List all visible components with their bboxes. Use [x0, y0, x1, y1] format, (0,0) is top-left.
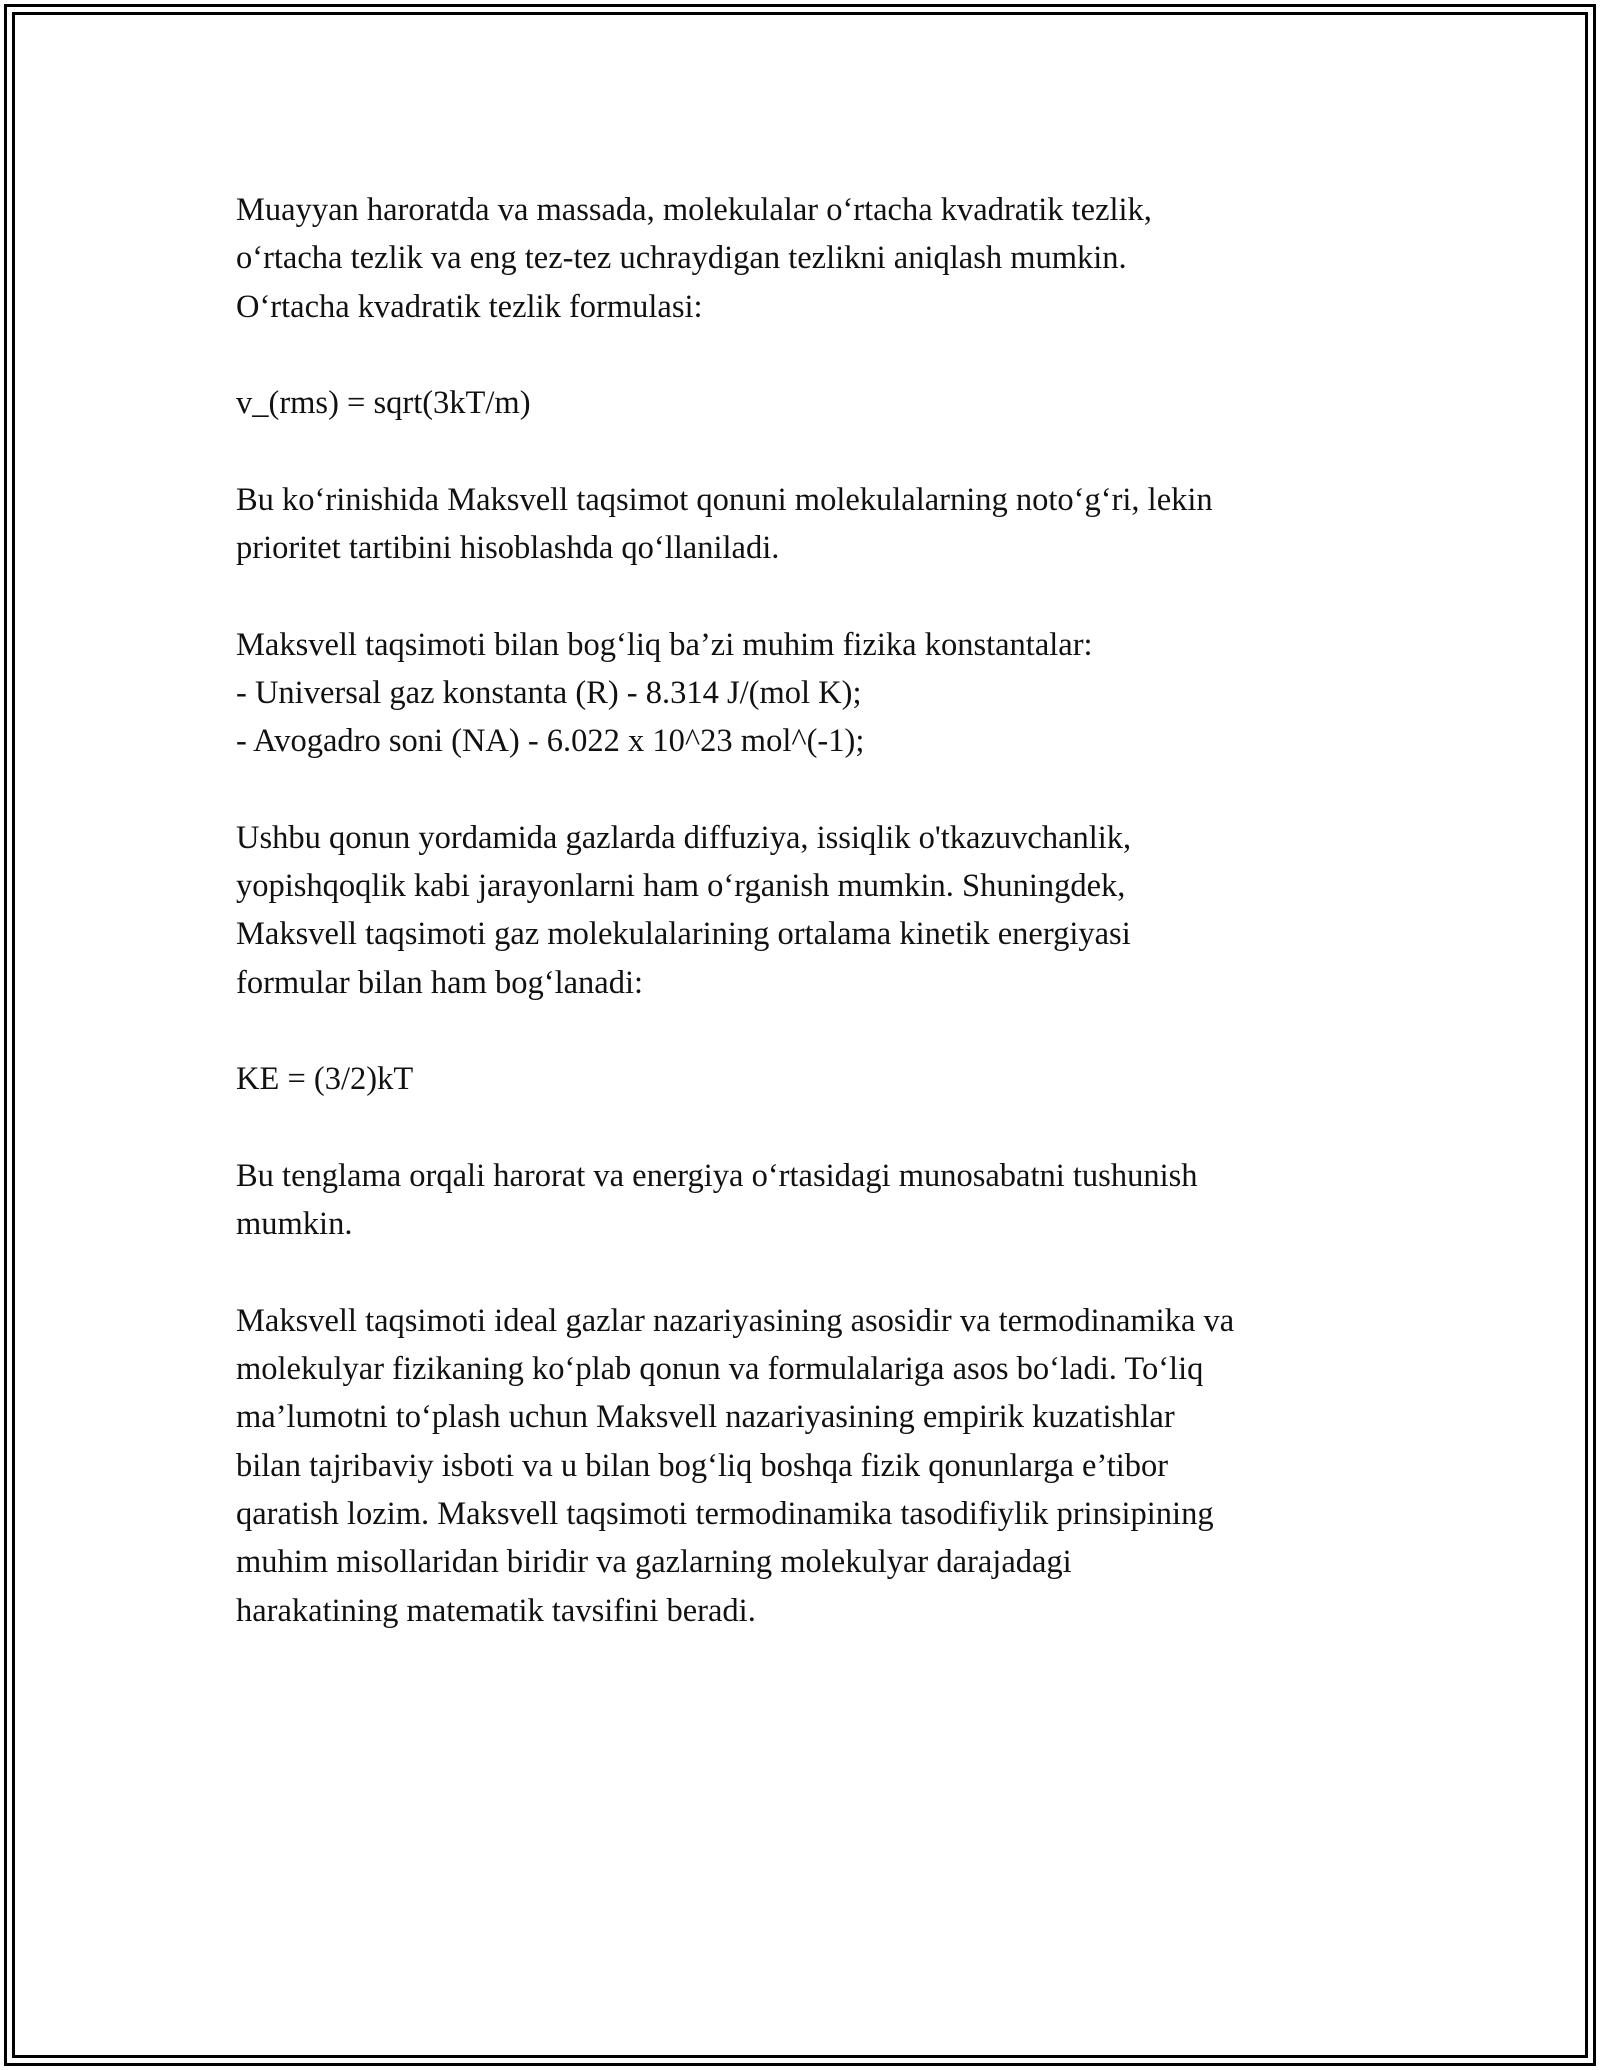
paragraph-conclusion [236, 1297, 1376, 1635]
text-line: Bu tenglama orqali harorat va energiya o‘rtasidagi munosabatni tushunish [236, 1157, 1198, 1194]
text-line: Maksvell taqsimoti bilan bog‘liq ba’zi muhim fizika konstantalar: [236, 626, 1093, 663]
text-line: KE = (3/2)kT [236, 1061, 414, 1098]
text-line: mumkin. [236, 1206, 353, 1243]
text-line: ma’lumotni to‘plash uchun Maksvell nazariyasining empirik kuzatishlar [236, 1399, 1175, 1436]
formula-rms-speed [236, 379, 1376, 427]
list-item: - Avogadro soni (NA) - 6.022 x 10^23 mol^(-1); [236, 723, 865, 760]
formula-kinetic-energy [236, 1055, 1376, 1103]
constants-list [236, 621, 1376, 766]
text-line: o‘rtacha tezlik va eng tez-tez uchraydigan tezlikni aniqlash mumkin. [236, 240, 1127, 277]
paragraph-intro [236, 186, 1376, 331]
text-line: muhim misollaridan biridir va gazlarning molekulyar darajadagi [236, 1544, 1072, 1581]
text-line: qaratish lozim. Maksvell taqsimoti termodinamika tasodifiylik prinsipining [236, 1496, 1214, 1533]
text-line: Ushbu qonun yordamida gazlarda diffuziya, issiqlik o'tkazuvchanlik, [236, 819, 1132, 856]
text-line: prioritet tartibini hisoblashda qo‘llaniladi. [236, 530, 780, 567]
text-line: Bu ko‘rinishida Maksvell taqsimot qonuni molekulalarning noto‘g‘ri, lekin [236, 481, 1213, 518]
paragraph-equation [236, 1152, 1376, 1249]
text-line: bilan tajribaviy isboti va u bilan bog‘liq boshqa fizik qonunlarga e’tibor [236, 1447, 1169, 1484]
text-line: v_(rms) = sqrt(3kT/m) [236, 385, 531, 422]
paragraph-diffusion [236, 814, 1376, 1007]
paragraph-application [236, 476, 1376, 573]
text-line: O‘rtacha kvadratik tezlik formulasi: [236, 288, 703, 325]
text-line: harakatining matematik tavsifini beradi. [236, 1592, 756, 1629]
text-line: formular bilan ham bog‘lanadi: [236, 964, 644, 1001]
document-body [236, 186, 1376, 1683]
text-line: yopishqoqlik kabi jarayonlarni ham o‘rganish mumkin. Shuningdek, [236, 868, 1126, 905]
text-line: Maksvell taqsimoti gaz molekulalarining ortalama kinetik energiyasi [236, 916, 1131, 953]
list-item: - Universal gaz konstanta (R) - 8.314 J/(mol K); [236, 674, 862, 711]
text-line: Muayyan haroratda va massada, molekulalar o‘rtacha kvadratik tezlik, [236, 192, 1152, 228]
text-line: molekulyar fizikaning ko‘plab qonun va formulalariga asos bo‘ladi. To‘liq [236, 1351, 1204, 1388]
text-line: Maksvell taqsimoti ideal gazlar nazariyasining asosidir va termodinamika va [236, 1302, 1235, 1339]
